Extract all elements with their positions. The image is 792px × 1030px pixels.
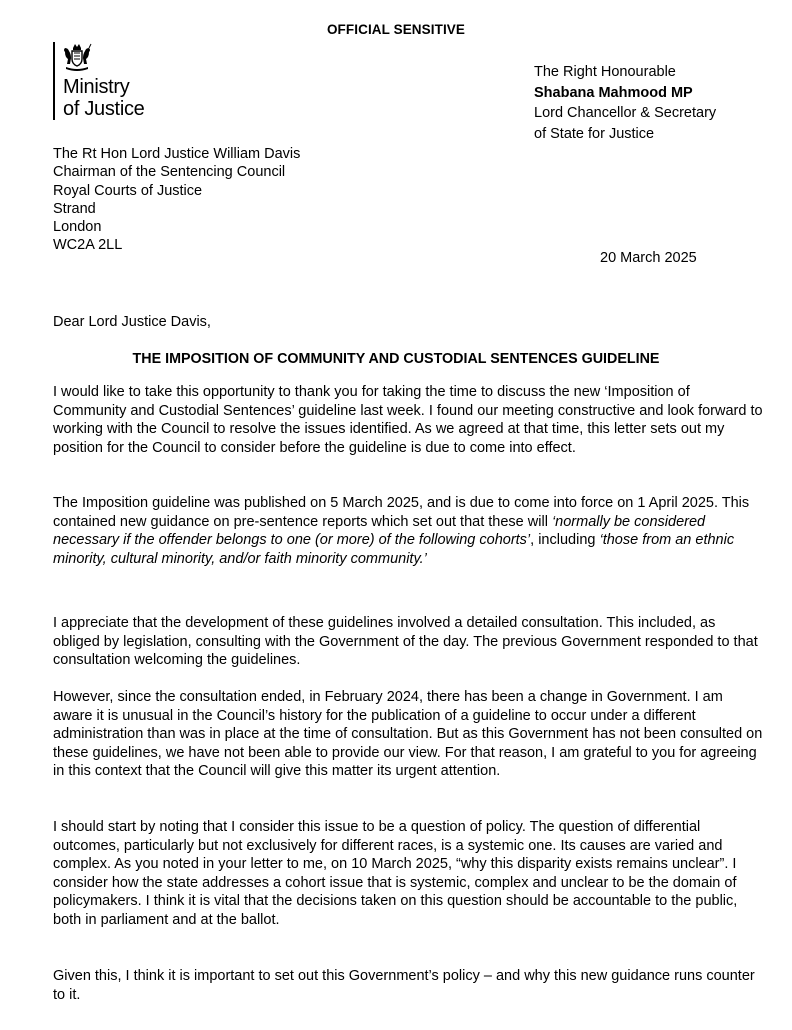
paragraph-4: However, since the consultation ended, in February 2024, there has been a change in Government. I am aware it is unusual in the Council’s history for the publication of a guideline to occur under a different administration than was in place at the time of consultation. But as this Government has not been consulted on these guidelines, we have not been able to provide our view. For that reason, I am grateful to you for agreeing in this context that the Council will give this matter its urgent attention. bbox=[53, 689, 763, 779]
paragraph-1: I would like to take this opportunity to thank you for taking the time to discuss the new ‘Imposition of Community and Custodial Sentences’ guideline last week. I found our meeting constructive and look forward to working with the Council to resolve the issues identified. As we agreed at that time, this letter sets out my position for the Council to consider before the guideline is due to come into effect. bbox=[53, 384, 763, 456]
paragraph-5: I should start by noting that I consider this issue to be a question of policy. The question of differential outcomes, particularly but not exclusively for different races, is a systemic one. Its causes are varied and complex. As you noted in your letter to me, on 10 March 2025, “why this disparity exists remains unclear”. I consider how the state addresses a cohort issue that is systemic, complex and unclear to be the domain of policymakers. I think it is vital that the decisions taken on this question should be accountable to the public, both in parliament and at the ballot. bbox=[53, 819, 738, 928]
guideline-quote-1: ‘normally be considered necessary if the offender belongs to one (or more) of the following cohorts’ bbox=[53, 513, 706, 548]
guideline-quote-2: ‘those from an ethnic minority, cultural minority, and/or faith minority community.’ bbox=[53, 532, 735, 567]
address-line: London bbox=[53, 219, 102, 236]
sender-name: Shabana Mahmood MP bbox=[534, 84, 693, 101]
paragraph-2-text: The Imposition guideline was published on 5 March 2025, and is due to come into force on 1 April 2025. This contained new guidance on pre-sentence reports which set out that these will bbox=[53, 495, 750, 530]
sender-role-line-2: of State for Justice bbox=[534, 125, 655, 142]
paragraph-2 bbox=[53, 494, 763, 568]
address-line: Royal Courts of Justice bbox=[53, 182, 203, 199]
address-line: The Rt Hon Lord Justice William Davis bbox=[53, 146, 301, 162]
logo-wordmark bbox=[63, 76, 144, 120]
subject-heading: THE IMPOSITION OF COMMUNITY AND CUSTODIAL SENTENCES GUIDELINE bbox=[132, 351, 660, 367]
paragraph-2-text: , including bbox=[530, 532, 600, 548]
ministry-of-justice-logo bbox=[53, 42, 173, 122]
classification-marking: OFFICIAL SENSITIVE bbox=[326, 22, 466, 37]
logo-line-1: Ministry bbox=[63, 76, 130, 98]
logo-rule-divider bbox=[53, 42, 55, 120]
recipient-address bbox=[53, 145, 300, 255]
address-line: WC2A 2LL bbox=[53, 237, 123, 254]
royal-coat-of-arms-icon bbox=[62, 42, 92, 74]
letter-date: 20 March 2025 bbox=[600, 250, 697, 266]
paragraph-3: I appreciate that the development of these guidelines involved a detailed consultation. This included, as obliged by legislation, consulting with the Government of the day. The previous Government responded to that consultation welcoming the guidelines. bbox=[53, 615, 758, 668]
address-line: Chairman of the Sentencing Council bbox=[53, 164, 286, 181]
sender-block bbox=[534, 62, 716, 144]
logo-line-2: of Justice bbox=[63, 98, 145, 120]
sender-role-line-1: Lord Chancellor & Secretary bbox=[534, 105, 717, 121]
salutation: Dear Lord Justice Davis, bbox=[53, 314, 211, 330]
sender-title: The Right Honourable bbox=[534, 64, 676, 80]
address-line: Strand bbox=[53, 200, 96, 217]
paragraph-6: Given this, I think it is important to set out this Government’s policy – and why this new guidance runs counter to it. bbox=[53, 968, 755, 1003]
